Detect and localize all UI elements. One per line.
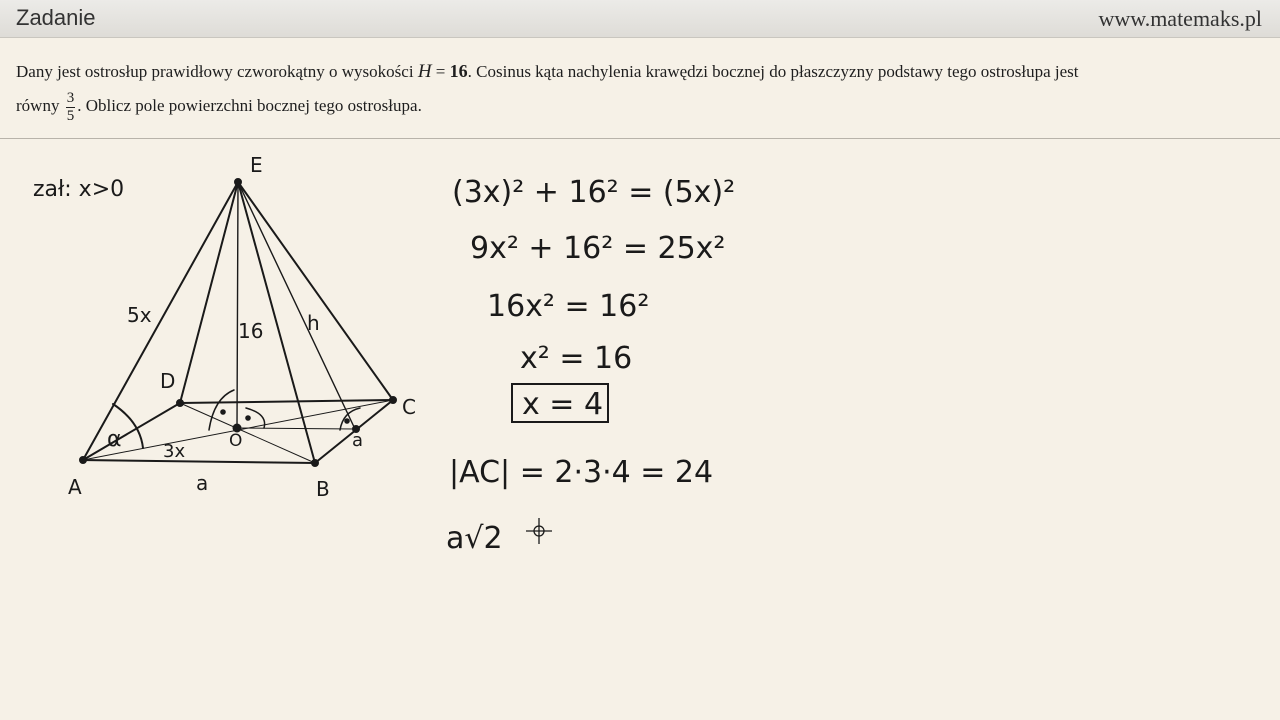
step-3: 16x² = 16² [487, 289, 650, 324]
step-7: a√2 [446, 521, 503, 556]
label-side-a: a [196, 471, 209, 495]
label-c: C [402, 395, 416, 419]
point-e [235, 179, 241, 185]
problem-text-2: . Cosinus kąta nachylenia krawędzi bocznej do płaszczyzny podstawy tego ostrosłupa jest [467, 62, 1079, 81]
label-b: B [316, 477, 330, 501]
fraction-denominator: 5 [66, 107, 75, 124]
point-a [80, 457, 86, 463]
problem-text-3: równy [16, 96, 64, 115]
label-d: D [160, 369, 176, 393]
point-b [312, 460, 318, 466]
label-alpha: α [107, 427, 122, 452]
right-angle-dot-3 [345, 419, 349, 423]
point-c [390, 397, 396, 403]
equals-sign: = [431, 62, 450, 81]
point-d [177, 400, 183, 406]
height-value: 16 [449, 61, 468, 81]
label-height-16: 16 [238, 319, 264, 343]
step-4: x² = 16 [520, 341, 633, 376]
label-apothem-h: h [307, 311, 320, 335]
edge-ec [238, 182, 393, 400]
height-variable: H [417, 61, 432, 82]
height-line [237, 182, 238, 428]
label-edge-5x: 5x [127, 303, 152, 327]
label-half-side-a: a [352, 430, 364, 451]
problem-text-1: Dany jest ostrosłup prawidłowy czworokątny o wysokości [16, 62, 418, 81]
edge-ed [180, 182, 238, 403]
label-3x: 3x [163, 441, 186, 462]
site-url[interactable]: www.matemaks.pl [1098, 6, 1262, 31]
page-title: Zadanie [16, 5, 96, 30]
right-angle-dot-2 [246, 416, 250, 420]
label-e: E [250, 153, 263, 177]
diagonal-bd [180, 403, 315, 463]
step-6: |AC| = 2·3·4 = 24 [449, 455, 714, 490]
pen-cursor-icon [526, 518, 552, 544]
assumption-label: zał: x>0 [33, 177, 125, 202]
problem-text-4: . Oblicz pole powierzchni bocznej tego ostrosłupa. [77, 96, 422, 115]
fraction-numerator: 3 [66, 89, 75, 106]
label-a: A [68, 475, 82, 499]
step-2: 9x² + 16² = 25x² [470, 231, 726, 266]
step-5-answer: x = 4 [522, 387, 604, 422]
label-o: O [229, 431, 243, 451]
right-angle-dot-1 [221, 410, 225, 414]
o-to-midpoint [237, 428, 355, 429]
step-1: (3x)² + 16² = (5x)² [452, 175, 736, 210]
